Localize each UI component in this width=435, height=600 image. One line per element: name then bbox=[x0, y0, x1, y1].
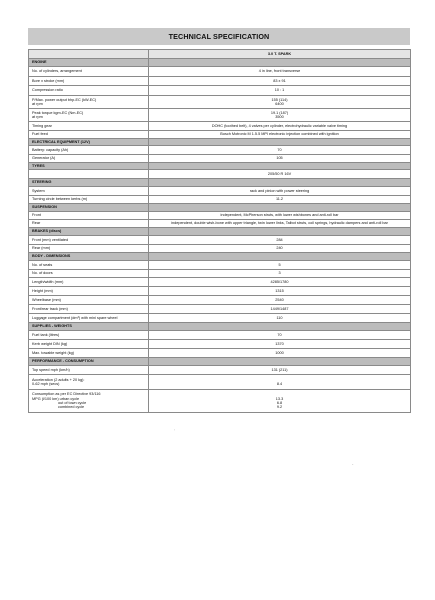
table-row bbox=[29, 375, 411, 390]
section-header-empty bbox=[149, 163, 411, 170]
table-row bbox=[29, 155, 411, 163]
table-row bbox=[29, 212, 411, 220]
spec-value: 284 bbox=[149, 236, 411, 245]
spec-label: No. of doors bbox=[29, 270, 149, 278]
table-row bbox=[29, 77, 411, 86]
spec-value: 1000 bbox=[149, 349, 411, 358]
spec-value: 10 : 1 bbox=[149, 86, 411, 96]
table-row bbox=[29, 340, 411, 349]
spec-label: Consumption as per EC Directive 93/116 MPG (l/100 km) urban cycle out of town cycle combined cycle bbox=[29, 390, 149, 413]
table-row bbox=[29, 287, 411, 296]
section-header-row bbox=[29, 204, 411, 212]
section-header-label: PERFORMANCE - CONSUMPTION bbox=[29, 358, 149, 366]
margin-mark: - bbox=[352, 461, 354, 466]
table-row bbox=[29, 296, 411, 305]
spec-value: 205/50 R 16V bbox=[149, 170, 411, 179]
table-row bbox=[29, 366, 411, 375]
section-header-label: BRAKES (discs) bbox=[29, 228, 149, 236]
section-header-label: BODY - DIMENSIONS bbox=[29, 253, 149, 261]
spec-value: 19.1 (187) 3500 bbox=[149, 109, 411, 122]
table-row bbox=[29, 86, 411, 96]
spec-label: Front bbox=[29, 212, 149, 220]
spec-value: 13.3 6.8 9.2 bbox=[149, 390, 411, 413]
table-row bbox=[29, 314, 411, 323]
spec-value: 4 in line, front transverse bbox=[149, 67, 411, 77]
spec-label: No. of seats bbox=[29, 261, 149, 270]
table-row bbox=[29, 390, 411, 413]
section-header-row bbox=[29, 139, 411, 146]
section-header-empty bbox=[149, 228, 411, 236]
table-row bbox=[29, 261, 411, 270]
section-header-row bbox=[29, 323, 411, 331]
spec-value: 1449/1487 bbox=[149, 305, 411, 314]
section-header-empty bbox=[149, 59, 411, 67]
spec-label: Front/rear track (mm) bbox=[29, 305, 149, 314]
section-header-row bbox=[29, 253, 411, 261]
spec-label: Max. towable weight (kg) bbox=[29, 349, 149, 358]
spec-value: 2540 bbox=[149, 296, 411, 305]
section-header-empty bbox=[149, 179, 411, 187]
table-row bbox=[29, 349, 411, 358]
table-row bbox=[29, 196, 411, 204]
spec-value: 155 (114) 6400 bbox=[149, 96, 411, 109]
spec-value: Bosch Motronic M 1.5.5 MPI electronic injection combined with ignition bbox=[149, 131, 411, 139]
spec-value: 131 (211) bbox=[149, 366, 411, 375]
spec-value: independent, double wish-bone with upper triangle, twin lower links, Talbot struts, coil springs, hydraulic dampers and anti-roll bar bbox=[149, 220, 411, 228]
column-header-model: 3.0 T. SPARK bbox=[149, 50, 411, 59]
section-header-row bbox=[29, 228, 411, 236]
section-header-empty bbox=[149, 204, 411, 212]
spec-label: Front (mm) ventilated bbox=[29, 236, 149, 245]
table-row bbox=[29, 67, 411, 77]
spec-label: Bore x stroke (mm) bbox=[29, 77, 149, 86]
spec-label: Fuel tank (litres) bbox=[29, 331, 149, 340]
margin-mark: ' bbox=[174, 428, 175, 433]
spec-label: Turning circle between kerbs (m) bbox=[29, 196, 149, 204]
spec-label: Rear bbox=[29, 220, 149, 228]
table-row bbox=[29, 305, 411, 314]
spec-label: Timing gear bbox=[29, 122, 149, 131]
spec-label: Rear (mm) bbox=[29, 245, 149, 253]
spec-label: P/Max. power output bhp-EC (kW-EC) at rpm bbox=[29, 96, 149, 109]
column-header-empty bbox=[29, 50, 149, 59]
page-title: TECHNICAL SPECIFICATION bbox=[28, 28, 410, 45]
section-header-empty bbox=[149, 253, 411, 261]
table-row bbox=[29, 187, 411, 196]
spec-value: DOHC (toothed belt), 4 valves per cylinder, electrohydraulic variable valve timing bbox=[149, 122, 411, 131]
table-row bbox=[29, 131, 411, 139]
spec-value: 1370 bbox=[149, 340, 411, 349]
spec-value: 3 bbox=[149, 270, 411, 278]
spec-value: 4285/1780 bbox=[149, 278, 411, 287]
table-row bbox=[29, 245, 411, 253]
section-header-row bbox=[29, 59, 411, 67]
section-header-label: ENGINE bbox=[29, 59, 149, 67]
table-row bbox=[29, 170, 411, 179]
spec-label: Top speed mph (km/h) bbox=[29, 366, 149, 375]
spec-value: 11.2 bbox=[149, 196, 411, 204]
spec-label: Length/width (mm) bbox=[29, 278, 149, 287]
spec-label: Generator (A) bbox=[29, 155, 149, 163]
table-row bbox=[29, 236, 411, 245]
section-header-label: SUSPENSION bbox=[29, 204, 149, 212]
spec-label: Luggage compartment (dm³) with mini spare wheel bbox=[29, 314, 149, 323]
spec-value: 70 bbox=[149, 146, 411, 155]
spec-label: Acceleration (2 adults + 20 kg): 0-62 mph (secs) bbox=[29, 375, 149, 390]
spec-label: Battery: capacity (Ah) bbox=[29, 146, 149, 155]
spec-value: rack and pinion with power steering bbox=[149, 187, 411, 196]
section-header-empty bbox=[149, 139, 411, 146]
spec-label: Fuel feed bbox=[29, 131, 149, 139]
spec-label bbox=[29, 170, 149, 179]
spec-label: Wheelbase (mm) bbox=[29, 296, 149, 305]
table-row bbox=[29, 146, 411, 155]
spec-value: 70 bbox=[149, 331, 411, 340]
spec-value: 5 bbox=[149, 261, 411, 270]
section-header-empty bbox=[149, 323, 411, 331]
section-header-row bbox=[29, 358, 411, 366]
spec-table bbox=[28, 49, 411, 413]
column-header-row bbox=[29, 50, 411, 59]
spec-label: Compression ratio bbox=[29, 86, 149, 96]
spec-value: 110 bbox=[149, 314, 411, 323]
table-row bbox=[29, 220, 411, 228]
table-row bbox=[29, 122, 411, 131]
section-header-row bbox=[29, 179, 411, 187]
spec-value: 83 x 91 bbox=[149, 77, 411, 86]
spec-label: Kerb weight DIN (kg) bbox=[29, 340, 149, 349]
section-header-label: TYRES bbox=[29, 163, 149, 170]
spec-label: No. of cylinders, arrangement bbox=[29, 67, 149, 77]
spec-value: 105 bbox=[149, 155, 411, 163]
table-row bbox=[29, 331, 411, 340]
table-row bbox=[29, 270, 411, 278]
section-header-label: ELECTRICAL EQUIPMENT (12V) bbox=[29, 139, 149, 146]
spec-value: independent, McPherson struts, with lower wishbones and anti-roll bar bbox=[149, 212, 411, 220]
spec-label: Peak torque kgm-EC (Nm-EC) at rpm bbox=[29, 109, 149, 122]
section-header-empty bbox=[149, 358, 411, 366]
table-row bbox=[29, 278, 411, 287]
section-header-row bbox=[29, 163, 411, 170]
spec-value: 1315 bbox=[149, 287, 411, 296]
spec-value: 240 bbox=[149, 245, 411, 253]
spec-label: Height (mm) bbox=[29, 287, 149, 296]
table-row bbox=[29, 109, 411, 122]
spec-value: 8.4 bbox=[149, 375, 411, 390]
spec-label: System bbox=[29, 187, 149, 196]
table-row bbox=[29, 96, 411, 109]
section-header-label: STEERING bbox=[29, 179, 149, 187]
section-header-label: SUPPLIES - WEIGHTS bbox=[29, 323, 149, 331]
